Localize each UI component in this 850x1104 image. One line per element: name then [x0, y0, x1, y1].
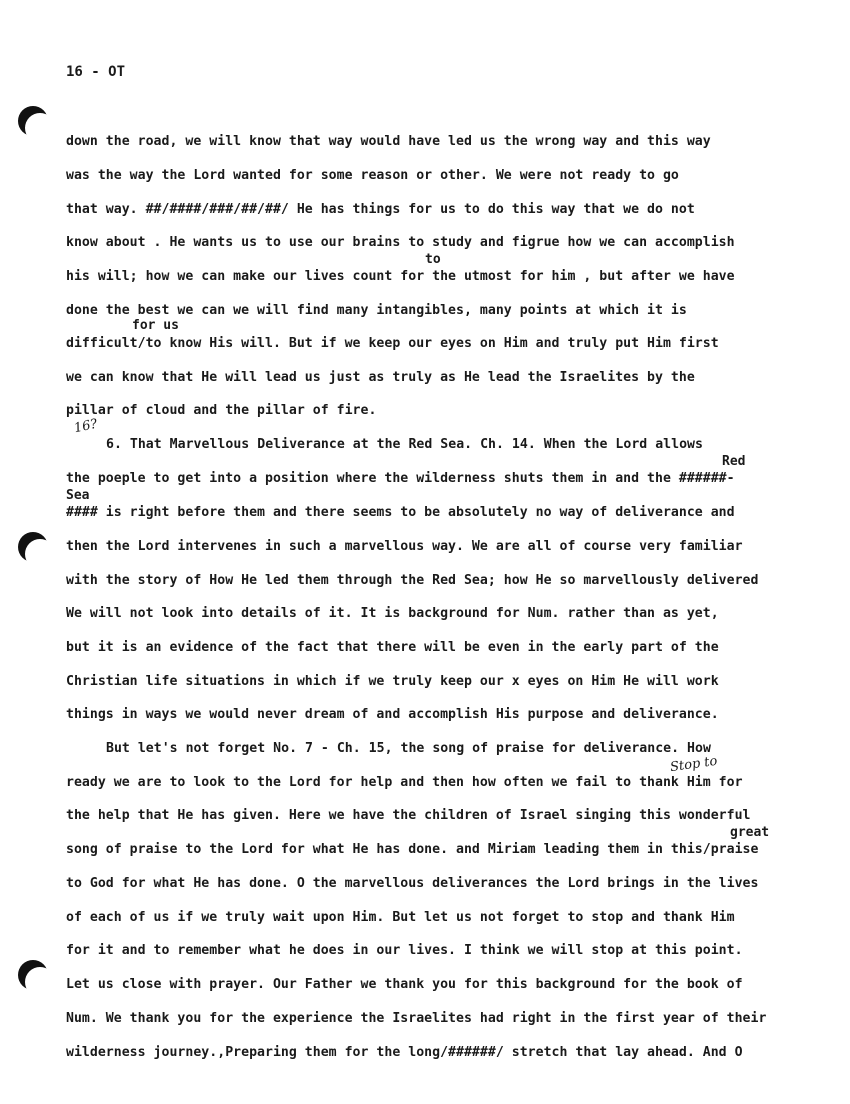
text-line: we can know that He will lead us just as truly as He lead the Israelites by the	[66, 370, 695, 385]
text-line: But let's not forget No. 7 - Ch. 15, the song of praise for deliverance. How	[106, 741, 711, 756]
text-line: his will; how we can make our lives count for the utmost for him , but after we have	[66, 269, 735, 284]
text-line: 6. That Marvellous Deliverance at the Red Sea. Ch. 14. When the Lord allows	[106, 437, 703, 452]
text-line: done the best we can we will find many intangibles, many points at which it is	[66, 303, 687, 318]
binder-hole	[18, 106, 48, 136]
text-line: of each of us if we truly wait upon Him. But let us not forget to stop and thank Him	[66, 910, 735, 925]
text-line: for it and to remember what he does in our lives. I think we will stop at this point.	[66, 943, 743, 958]
interlinear-insertion: Red	[722, 454, 746, 469]
text-line: to God for what He has done. O the marvellous deliverances the Lord brings in the lives	[66, 876, 759, 891]
text-line: We will not look into details of it. It is background for Num. rather than as yet,	[66, 606, 719, 621]
text-line: was the way the Lord wanted for some reason or other. We were not ready to go	[66, 168, 679, 183]
text-line: #### is right before them and there seems to be absolutely no way of deliverance and	[66, 505, 735, 520]
text-line: know about . He wants us to use our brains to study and figrue how we can accomplish	[66, 235, 735, 250]
text-line: down the road, we will know that way would have led us the wrong way and this way	[66, 134, 711, 149]
text-line: with the story of How He led them through the Red Sea; how He so marvellously delivered	[66, 573, 759, 588]
text-line: the help that He has given. Here we have the children of Israel singing this wonderful	[66, 808, 751, 823]
text-line: Let us close with prayer. Our Father we thank you for this background for the book of	[66, 977, 743, 992]
text-line: pillar of cloud and the pillar of fire.	[66, 403, 377, 418]
handwritten-note: Stop to	[669, 753, 719, 776]
text-line: things in ways we would never dream of and accomplish His purpose and deliverance.	[66, 707, 719, 722]
text-line: Num. We thank you for the experience the Israelites had right in the first year of their	[66, 1011, 767, 1026]
text-line: difficult/to know His will. But if we keep our eyes on Him and truly put Him first	[66, 336, 719, 351]
text-line: the poeple to get into a position where the wilderness shuts them in and the ######-	[66, 471, 735, 486]
interlinear-insertion: for us	[132, 318, 179, 333]
binder-hole	[18, 960, 48, 990]
text-line: then the Lord intervenes in such a marvellous way. We are all of course very familiar	[66, 539, 743, 554]
page-number: 16 - OT	[66, 64, 126, 80]
binder-hole	[18, 532, 48, 562]
interlinear-insertion: great	[730, 825, 770, 840]
text-line: that way. ##/####/###/##/##/ He has things for us to do this way that we do not	[66, 202, 695, 217]
text-line: song of praise to the Lord for what He has done. and Miriam leading them in this/praise	[66, 842, 759, 857]
text-line: but it is an evidence of the fact that there will be even in the early part of the	[66, 640, 719, 655]
interlinear-insertion: Sea	[66, 488, 90, 503]
interlinear-insertion: to	[425, 252, 441, 267]
text-line: Christian life situations in which if we truly keep our x eyes on Him He will work	[66, 674, 719, 689]
text-line: ready we are to look to the Lord for help and then how often we fail to thank Him for	[66, 775, 743, 790]
text-line: wilderness journey.,Preparing them for the long/######/ stretch that lay ahead. And O	[66, 1045, 743, 1060]
margin-note: 16?	[72, 416, 99, 437]
